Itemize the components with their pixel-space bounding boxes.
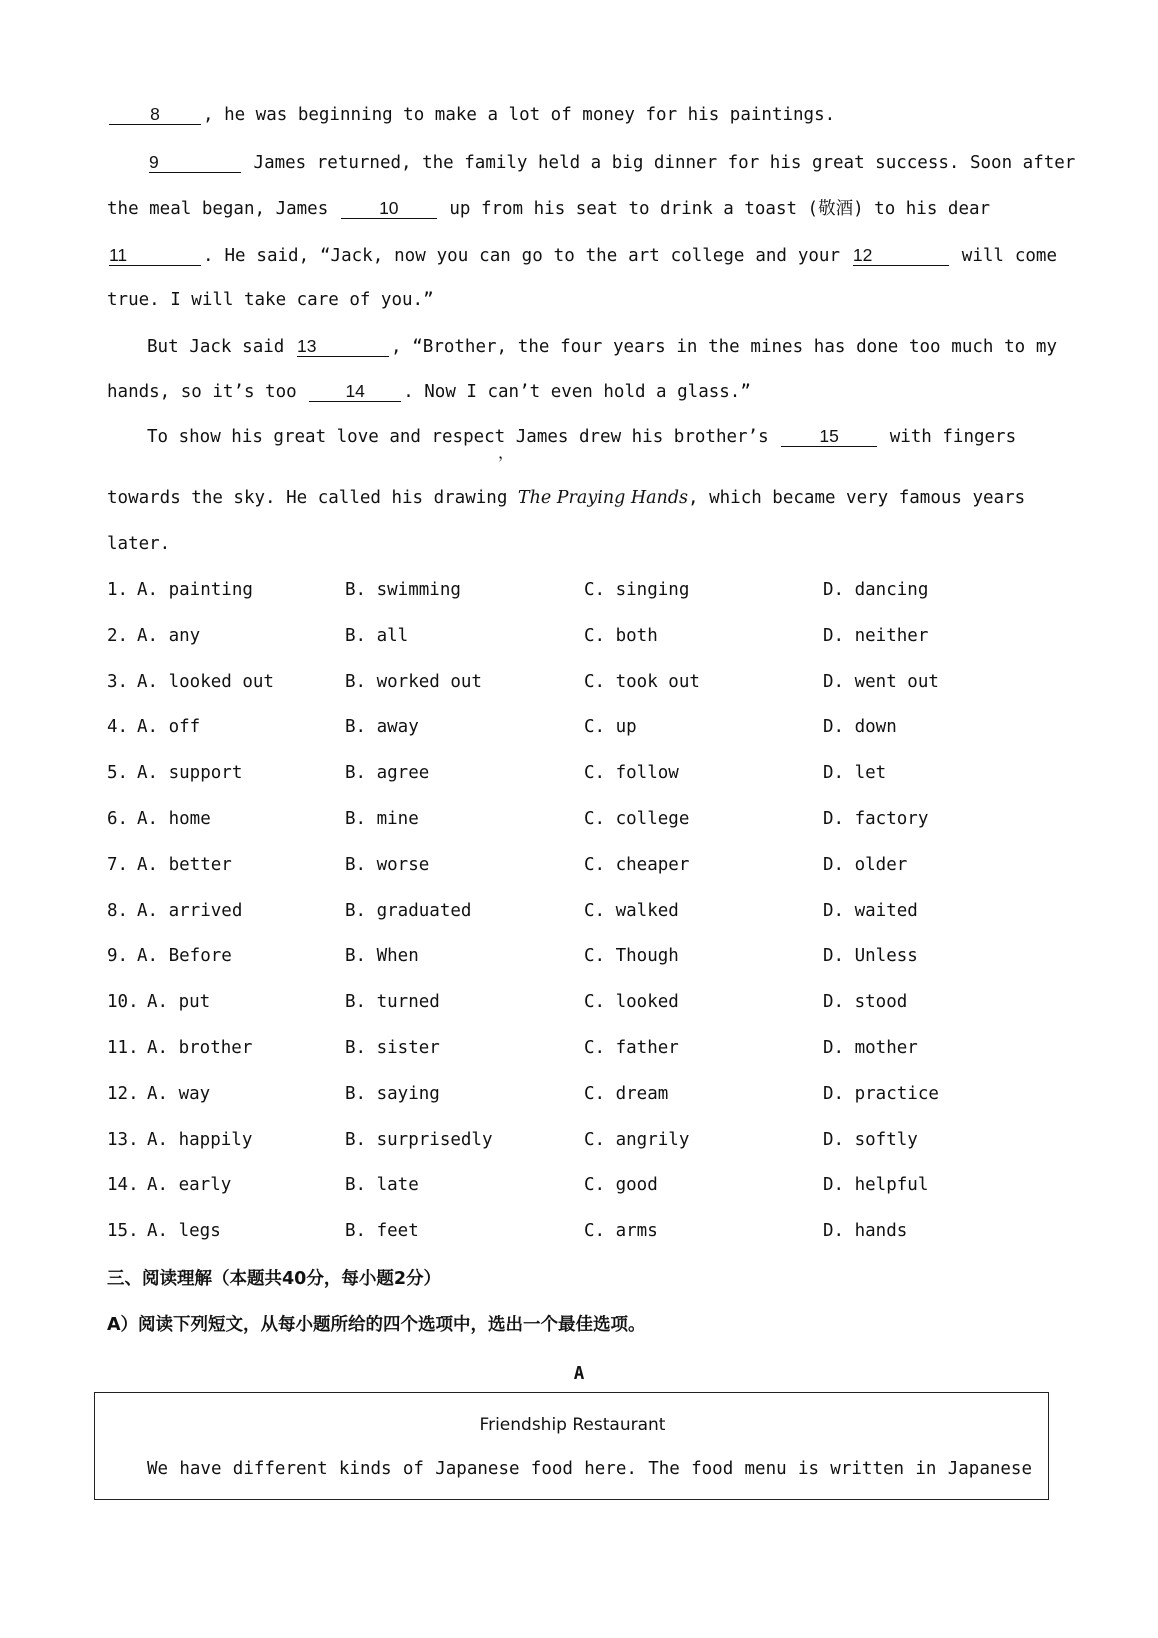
option-number: 14. <box>107 1175 139 1196</box>
blank-9: 9 <box>149 152 241 173</box>
option-d: D. stood <box>823 992 908 1013</box>
option-number: 4. <box>107 717 129 738</box>
passage-line <box>107 381 1057 402</box>
blank-12: 12 <box>853 245 949 266</box>
stray-comma: ， <box>498 443 515 462</box>
option-row <box>107 855 1057 879</box>
option-d: D. down <box>823 717 897 738</box>
option-c: C. arms <box>584 1221 658 1242</box>
option-a: A. happily <box>147 1129 253 1150</box>
passage-line <box>107 488 1057 508</box>
option-number: 10. <box>107 992 139 1013</box>
option-number: 9. <box>107 946 129 967</box>
passage-text: the meal began, James <box>107 199 339 219</box>
option-d: D. Unless <box>823 946 918 967</box>
box-text: We have different kinds of Japanese food here. The food menu is written in Japanese <box>147 1459 1032 1479</box>
option-row <box>107 626 1057 650</box>
option-row <box>107 1038 1057 1062</box>
option-d: D. helpful <box>823 1175 929 1196</box>
option-number: 2. <box>107 625 129 646</box>
option-number: 1. <box>107 580 129 600</box>
option-row <box>107 946 1057 970</box>
option-b: B. turned <box>345 992 440 1013</box>
option-b: B. feet <box>345 1221 419 1242</box>
option-number: 15. <box>107 1221 139 1242</box>
option-d: D. hands <box>823 1221 908 1242</box>
option-c: C. dream <box>584 1083 669 1104</box>
option-c: C. both <box>584 625 658 646</box>
option-number: 8. <box>107 900 129 921</box>
passage-line <box>147 152 1076 173</box>
blank-10: 10 <box>341 198 437 219</box>
option-number: 11. <box>107 1038 139 1058</box>
option-c: C. good <box>584 1175 658 1196</box>
blank-15: 15 <box>781 426 877 447</box>
option-a: A. put <box>147 992 211 1013</box>
option-a: A. looked out <box>137 671 274 692</box>
option-row <box>107 901 1057 925</box>
option-row <box>107 763 1057 787</box>
reading-box <box>94 1392 1049 1500</box>
passage-text: To show his great love and respect James drew his brother’s <box>147 427 780 447</box>
blank-14: 14 <box>309 381 401 402</box>
option-row <box>107 1175 1057 1199</box>
option-b: B. all <box>345 625 409 646</box>
option-d: D. practice <box>823 1083 939 1104</box>
passage-text: James returned, the family held a big dinner for his great success. Soon after <box>243 153 1076 173</box>
option-b: B. worked out <box>345 671 482 692</box>
option-d: D. older <box>823 854 908 875</box>
section-instruction: A）阅读下列短文，从每小题所给的四个选项中，选出一个最佳选项。 <box>107 1315 646 1335</box>
option-row <box>107 672 1057 696</box>
option-number: 3. <box>107 671 129 692</box>
passage-text: towards the sky. He called his drawing <box>107 488 518 508</box>
option-c: C. college <box>584 809 690 829</box>
option-b: B. surprisedly <box>345 1129 493 1150</box>
passage-line <box>107 534 1057 554</box>
passage-line <box>107 195 1057 220</box>
option-c: C. singing <box>584 580 690 600</box>
option-d: D. dancing <box>823 580 929 600</box>
option-d: D. factory <box>823 809 929 829</box>
option-a: A. support <box>137 763 243 784</box>
option-a: A. better <box>137 854 232 875</box>
blank-8: 8 <box>109 104 201 125</box>
option-row <box>107 1221 1057 1245</box>
option-b: B. graduated <box>345 900 472 921</box>
passage-text: up from his seat to drink a toast (敬酒) to his dear <box>438 199 991 219</box>
option-b: B. swimming <box>345 580 461 600</box>
option-c: C. looked <box>584 992 679 1013</box>
passage-line <box>147 426 1027 447</box>
passage-line <box>107 104 1057 125</box>
option-d: D. mother <box>823 1038 918 1058</box>
option-a: A. arrived <box>137 900 243 921</box>
option-d: D. neither <box>823 625 929 646</box>
option-b: B. away <box>345 717 419 738</box>
option-b: B. mine <box>345 809 419 829</box>
option-row <box>107 992 1057 1016</box>
option-d: D. softly <box>823 1129 918 1150</box>
option-b: B. worse <box>345 854 430 875</box>
passage-text: hands, so it’s too <box>107 382 308 402</box>
option-b: B. When <box>345 946 419 967</box>
box-title: Friendship Restaurant <box>479 1415 666 1435</box>
option-a: A. legs <box>147 1221 221 1242</box>
option-b: B. late <box>345 1175 419 1196</box>
option-c: C. cheaper <box>584 854 690 875</box>
option-a: A. off <box>137 717 201 738</box>
blank-11: 11 <box>109 245 201 266</box>
option-row <box>107 1084 1057 1108</box>
option-a: A. home <box>137 809 211 829</box>
passage-label: A <box>573 1364 585 1384</box>
option-b: B. saying <box>345 1083 440 1104</box>
passage-line <box>147 336 1057 357</box>
option-d: D. let <box>823 763 887 784</box>
option-c: C. angrily <box>584 1129 690 1150</box>
option-d: D. went out <box>823 671 939 692</box>
passage-text: true. I will take care of you.” <box>107 290 434 310</box>
option-c: C. took out <box>584 671 700 692</box>
option-c: C. father <box>584 1038 679 1058</box>
passage-text: . He said, “Jack, now you can go to the art college and your <box>203 246 851 266</box>
option-number: 7. <box>107 854 129 875</box>
option-c: C. follow <box>584 763 679 784</box>
drawing-title: The Praying Hands <box>517 488 689 508</box>
option-c: C. up <box>584 717 637 738</box>
option-number: 5. <box>107 763 129 784</box>
passage-line <box>107 245 1057 266</box>
option-row <box>107 580 1057 604</box>
blank-13: 13 <box>297 336 389 357</box>
option-number: 6. <box>107 809 129 829</box>
section-heading: 三、阅读理解（本题共40分，每小题2分） <box>107 1269 442 1289</box>
option-number: 12. <box>107 1083 139 1104</box>
option-a: A. way <box>147 1083 211 1104</box>
option-c: C. Though <box>584 946 679 967</box>
option-a: A. painting <box>137 580 253 600</box>
option-a: A. any <box>137 625 201 646</box>
option-number: 13. <box>107 1129 139 1150</box>
option-a: A. brother <box>147 1038 253 1058</box>
option-a: A. early <box>147 1175 232 1196</box>
passage-text: But Jack said <box>147 337 296 357</box>
passage-text: , which became very famous years <box>688 488 1026 508</box>
passage-text: later. <box>107 534 171 554</box>
passage-text: with fingers <box>879 427 1017 447</box>
passage-text: . Now I can’t even hold a glass.” <box>403 382 751 402</box>
passage-text: , he was beginning to make a lot of money for his paintings. <box>203 105 836 125</box>
passage-text: , “Brother, the four years in the mines has done too much to my <box>391 337 1057 357</box>
option-row <box>107 1130 1057 1154</box>
passage-text: will come <box>950 246 1057 266</box>
option-a: A. Before <box>137 946 232 967</box>
option-c: C. walked <box>584 900 679 921</box>
option-b: B. agree <box>345 763 430 784</box>
option-row <box>107 717 1057 741</box>
option-d: D. waited <box>823 900 918 921</box>
option-row <box>107 809 1057 833</box>
passage-line <box>107 290 1057 310</box>
option-b: B. sister <box>345 1038 440 1058</box>
